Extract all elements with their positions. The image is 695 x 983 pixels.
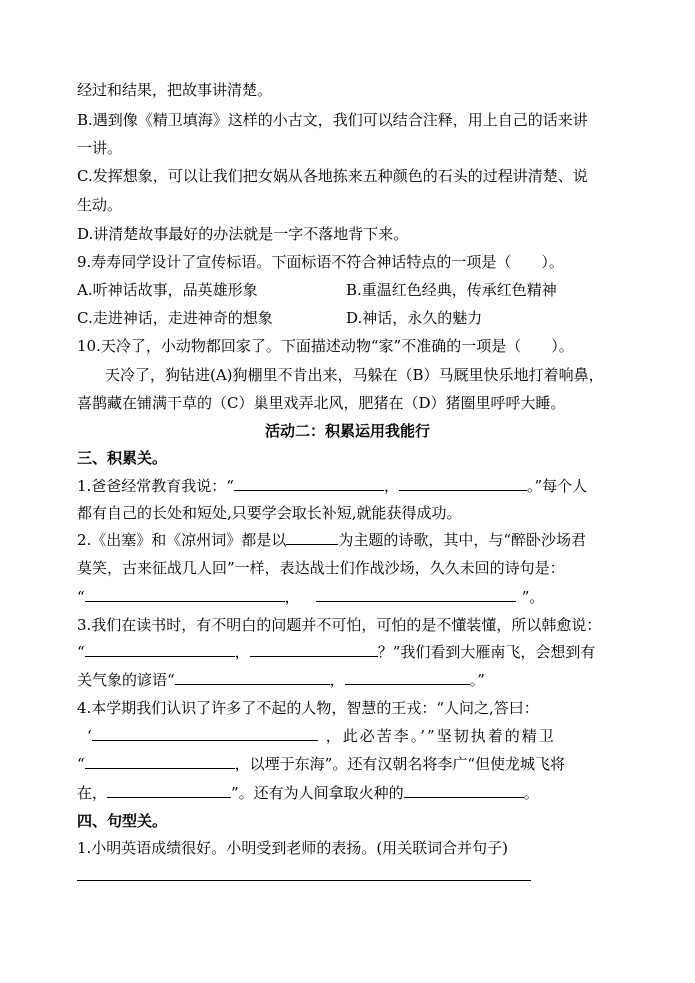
fill-line — [77, 754, 565, 774]
text: ， — [284, 588, 300, 606]
option-b: B.遇到像《精卫填海》这样的小古文，我们可以结合注释，用上自己的话来讲 — [77, 111, 588, 129]
answer-blank[interactable] — [92, 726, 318, 741]
answer-blank[interactable] — [85, 642, 235, 657]
text: 在， — [77, 784, 108, 802]
text-line: 一讲。 — [77, 139, 123, 157]
text: 1.爸爸经常教育我说：“ — [77, 477, 234, 495]
question-10: 10.天冷了，小动物都回家了。下面描述动物“家”不准确的一项是（ ）。 — [77, 337, 574, 355]
text: “ — [77, 643, 85, 661]
section-heading: 四、句型关。 — [77, 812, 168, 830]
fill-item-2 — [77, 530, 586, 550]
text: ‘ — [87, 727, 92, 745]
answer-blank[interactable] — [250, 642, 378, 657]
text: 。”每个人 — [527, 477, 588, 495]
text-line: 生动。 — [77, 196, 123, 214]
text: ，此必苦李。’”坚韧执着的精卫 — [325, 727, 556, 745]
question-9: 9.寿寿同学设计了宣传标语。下面标语不符合神话特点的一项是（ ）。 — [77, 253, 564, 271]
text: “ — [77, 755, 85, 773]
option-c: C.发挥想象，可以让我们把女娲从各地拣来五种颜色的石头的过程讲清楚、说 — [77, 167, 588, 185]
text: ，以堙于东海”。还有汉朝名将李广“但使龙城飞将 — [234, 755, 566, 773]
q9-option-b: B.重温红色经典，传承红色精神 — [346, 281, 557, 299]
text: “ — [77, 588, 85, 606]
q9-option-c: C.走进神话，走进神奇的想象 — [77, 309, 273, 327]
option-d: D.讲清楚故事最好的办法就是一字不落地背下来。 — [77, 225, 409, 243]
text: 。 — [523, 784, 539, 802]
fill-line — [77, 726, 556, 746]
fill-line — [77, 670, 485, 690]
answer-blank[interactable] — [175, 670, 330, 685]
answer-blank[interactable] — [345, 670, 470, 685]
text-line: 经过和结果，把故事讲清楚。 — [77, 81, 273, 99]
option-row — [77, 280, 258, 300]
answer-blank[interactable] — [107, 783, 231, 798]
text: ？”我们看到大雁南飞，会想到有 — [377, 643, 596, 661]
fill-item-4: 4.本学期我们认识了许多了不起的人物，智慧的王戎：“人问之,答曰： — [77, 699, 539, 717]
text-line: 莫笑，古来征战几人回”一样，表达战士们作战沙场，久久未回的诗句是： — [77, 559, 565, 577]
fill-line — [77, 587, 544, 607]
answer-blank[interactable] — [85, 754, 235, 769]
section-heading: 三、积累关。 — [77, 449, 168, 467]
answer-blank[interactable] — [316, 587, 516, 602]
passage-line: 喜鹊藏在铺满干草的（C）巢里戏弄北风，肥猪在（D）猪圈里呼呼大睡。 — [77, 394, 566, 412]
text: 关气象的谚语“ — [77, 671, 175, 689]
text: ”。还有为人间拿取火种的 — [231, 784, 404, 802]
option-row — [77, 308, 273, 328]
answer-blank[interactable] — [85, 587, 285, 602]
q9-option-d: D.神话，永久的魅力 — [346, 309, 483, 327]
answer-blank[interactable] — [399, 476, 527, 491]
fill-item-3: 3.我们在读书时，有不明白的问题并不可怕，可怕的是不懂装懂，所以韩愈说： — [77, 616, 602, 634]
text: ”。 — [521, 588, 545, 606]
fill-line — [77, 783, 539, 803]
text: ， — [329, 671, 345, 689]
text: 。” — [469, 671, 485, 689]
answer-blank[interactable] — [286, 530, 338, 545]
q9-option-a: A.听神话故事，品英雄形象 — [77, 281, 258, 299]
fill-line — [77, 642, 595, 662]
text: ， — [234, 643, 250, 661]
text: 2.《出塞》和《凉州词》都是以 — [77, 531, 287, 549]
passage-line: 天冷了，狗钻进(A)狗棚里不肯出来，马躲在（B）马厩里快乐地打着响鼻， — [105, 366, 604, 384]
answer-blank[interactable] — [234, 476, 384, 491]
answer-blank[interactable] — [404, 783, 524, 798]
fill-item-1 — [77, 476, 587, 496]
text: ， — [383, 477, 399, 495]
activity-heading: 活动二：积累运用我能行 — [264, 422, 430, 440]
text-line: 都有自己的长处和短处,只要学会取长补短,就能获得成功。 — [77, 504, 462, 522]
sentence-item-1: 1.小明英语成绩很好。小明受到老师的表扬。(用关联词合并句子) — [77, 839, 509, 857]
answer-line[interactable] — [77, 880, 531, 881]
text: 为主题的诗歌，其中，与“醉卧沙场君 — [338, 531, 586, 549]
